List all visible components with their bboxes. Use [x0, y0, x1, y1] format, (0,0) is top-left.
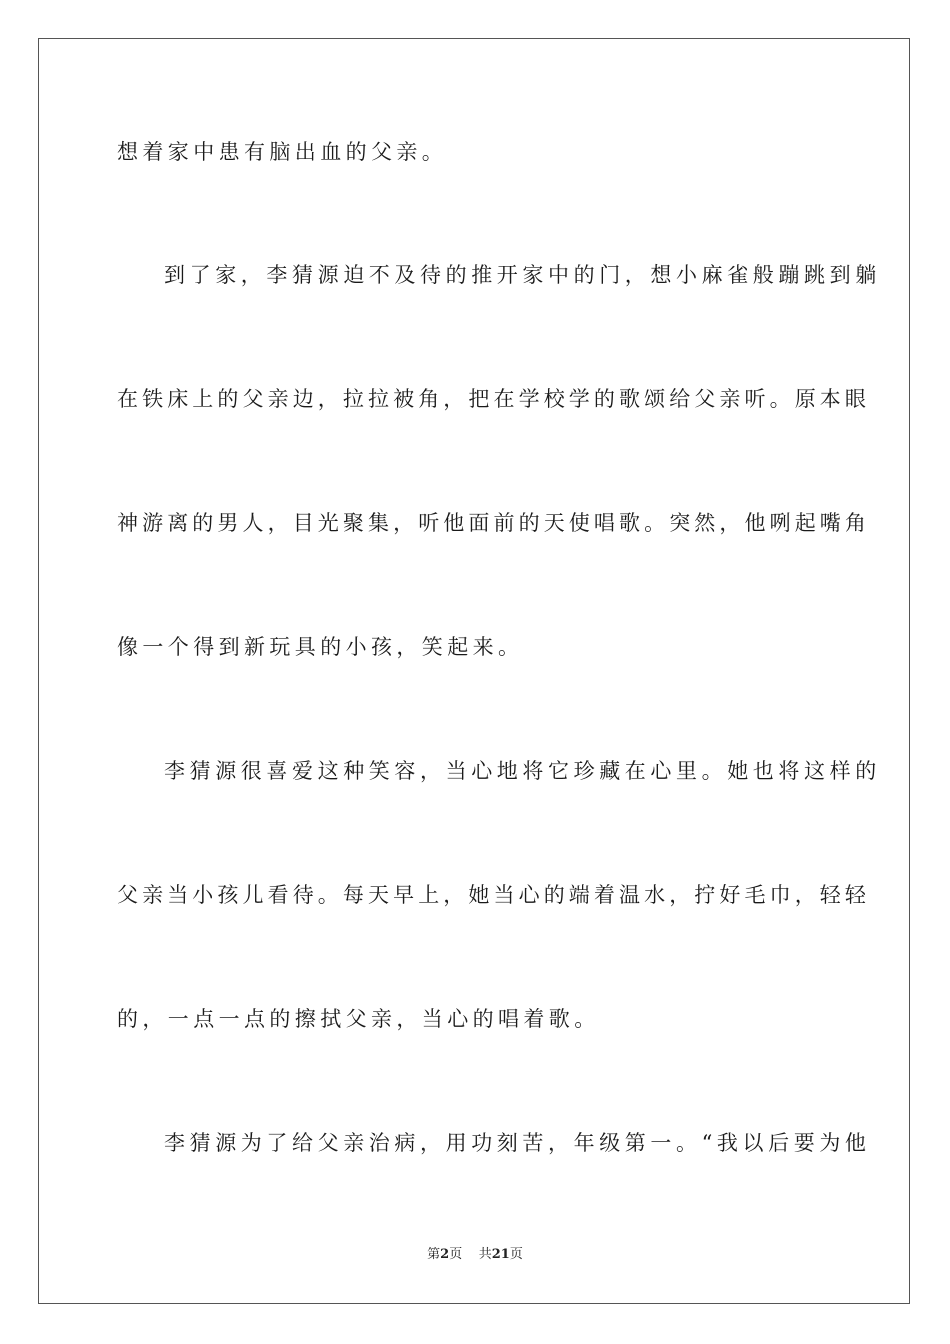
total-label-suffix: 页	[509, 1247, 523, 1262]
page-number: 2	[440, 1247, 450, 1262]
paragraph-line-8: 的，一点一点的擦拭父亲，当心的唱着歌。	[117, 1007, 600, 1031]
paragraph-line-3: 在铁床上的父亲边，拉拉被角，把在学校学的歌颂给父亲听。原本眼	[117, 387, 870, 411]
total-pages: 21	[491, 1247, 510, 1262]
page-border	[38, 38, 910, 1304]
paragraph-line-5: 像一个得到新玩具的小孩，笑起来。	[117, 635, 524, 659]
paragraph-line-1: 想着家中患有脑出血的父亲。	[117, 140, 448, 164]
total-label-prefix: 共	[478, 1247, 492, 1262]
paragraph-line-7: 父亲当小孩儿看待。每天早上，她当心的端着温水，拧好毛巾，轻轻	[117, 883, 870, 907]
paragraph-line-4: 神游离的男人，目光聚集，听他面前的天使唱歌。突然，他咧起嘴角	[117, 511, 870, 535]
page-footer	[0, 1246, 950, 1264]
paragraph-line-6: 李猜源很喜爱这种笑容，当心地将它珍藏在心里。她也将这样的	[164, 759, 881, 783]
paragraph-line-2: 到了家，李猜源迫不及待的推开家中的门，想小麻雀般蹦跳到躺	[164, 263, 881, 287]
page-label-prefix: 第	[427, 1247, 441, 1262]
page-label-suffix: 页	[449, 1247, 463, 1262]
paragraph-line-9: 李猜源为了给父亲治病，用功刻苦，年级第一。“我以后要为他	[164, 1131, 871, 1155]
